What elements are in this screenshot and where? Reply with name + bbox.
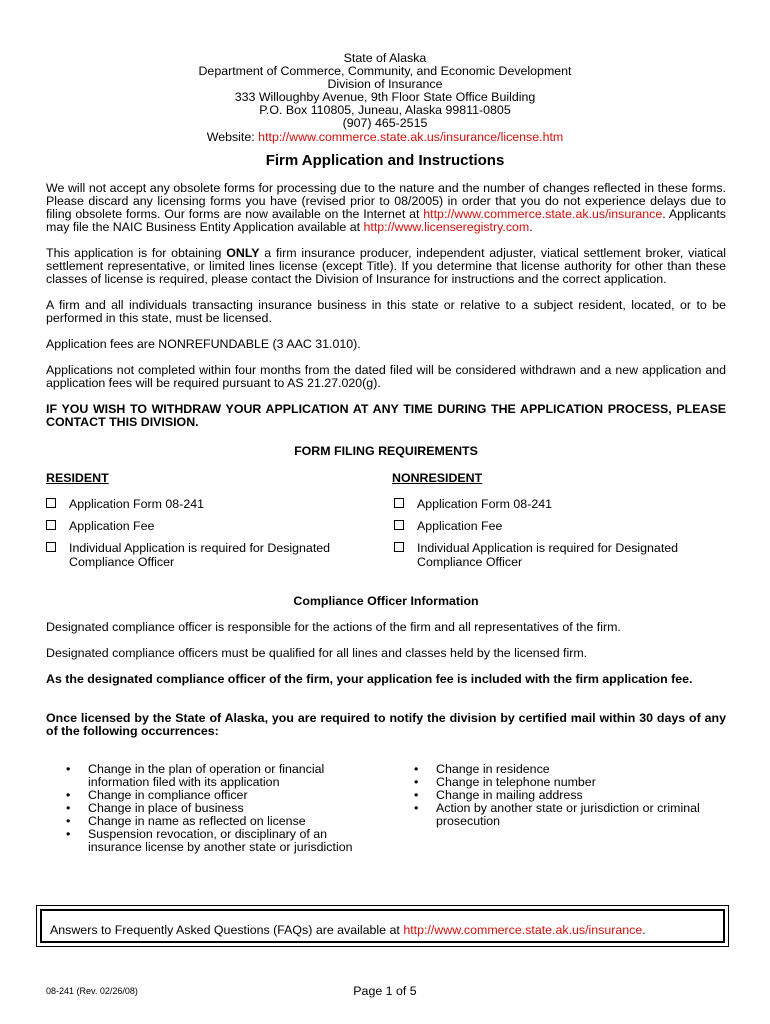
notify-list-right [412,763,712,828]
faq-end: . [642,923,646,937]
list-item: • Change in mailing address [414,788,583,802]
list-item: • Change in compliance officer [66,788,248,802]
obsolete-forms-paragraph [46,182,726,234]
faq-link[interactable]: http://www.commerce.state.ak.us/insurance [403,923,643,937]
license-scope-paragraph [46,247,726,286]
para1-text-b: . Applicants may file the NAIC Business Entity Application available at [46,207,727,235]
header-division: Division of Insurance [327,77,443,92]
nonresident-item-individual-app: Individual Application is required for Designated Compliance Officer [394,541,704,569]
checkbox[interactable] [46,520,56,530]
checkbox[interactable] [46,498,56,508]
para2-text-b: a firm insurance producer, independent adjuster, viatical settlement broker, viatical settlement representative, or limited lines license (except Title). If you determine that license authority for other than these classes of license is required, please contact the Division of Insurance for instructions and the correct application. [46,246,727,287]
faq-box [36,905,729,947]
notify-heading: Once licensed by the State of Alaska, you are required to notify the division by certified mail within 30 days of any of the following occurrences: [46,711,726,739]
page-number: Page 1 of 5 [353,984,417,998]
resident-heading: RESIDENT [46,471,109,485]
faq-box-inner [40,909,725,943]
header-phone: (907) 465-2515 [342,116,428,131]
agency-header [0,52,770,144]
checkbox[interactable] [394,520,404,530]
list-item: • Action by another state or jurisdiction or criminal prosecution [414,801,700,828]
list-item: • Change in name as reflected on license [66,814,306,828]
website-link[interactable]: http://www.commerce.state.ak.us/insurance/license.htm [258,129,564,144]
notify-list-left [64,763,364,854]
list-item: • Change in residence [414,762,550,776]
para1-text-a: We will not accept any obsolete forms for processing due to the nature and the number of changes reflected in these forms. Please discard any licensing forms you have (revised prior to 08/2005) in order that you do not experience delays due to filing obsolete forms. Our forms are now available on the Internet at [46,181,726,222]
checkbox[interactable] [46,542,56,552]
resident-item-form: Application Form 08-241 [46,497,346,511]
compliance-p2: Designated compliance officers must be qualified for all lines and classes held by the licensed firm. [46,646,588,660]
list-item: • Change in the plan of operation or financial information filed with its application [66,762,325,789]
list-item: • Suspension revocation, or disciplinary of an insurance license by another state or jurisdiction [66,827,353,854]
checkbox[interactable] [394,498,404,508]
faq-text: Answers to Frequently Asked Questions (FAQs) are available at [50,923,400,937]
licensing-requirement-paragraph: A firm and all individuals transacting insurance business in this state or relative to a subject resident, located, or to be performed in this state, must be licensed. [46,298,726,326]
fees-paragraph: Application fees are NONREFUNDABLE (3 AAC 31.010). [46,337,361,351]
header-street-address: 333 Willoughby Avenue, 9th Floor State Office Building [234,90,536,105]
compliance-p1: Designated compliance officer is responsible for the actions of the firm and all representatives of the firm. [46,620,621,634]
page-title: Firm Application and Instructions [265,152,505,169]
license-registry-link[interactable]: http://www.licenseregistry.com [363,220,530,235]
insurance-site-link[interactable]: http://www.commerce.state.ak.us/insurance [423,207,663,222]
website-label: Website: [206,129,255,144]
form-revision-id: 08-241 (Rev. 02/26/08) [46,986,138,996]
checkbox[interactable] [394,542,404,552]
resident-item-individual-app: Individual Application is required for Designated Compliance Officer [46,541,346,569]
header-department: Department of Commerce, Community, and Economic Development [198,64,572,79]
para2-only: ONLY [226,246,260,260]
header-website [0,131,770,144]
compliance-heading: Compliance Officer Information [293,594,479,608]
withdraw-notice: IF YOU WISH TO WITHDRAW YOUR APPLICATION AT ANY TIME DURING THE APPLICATION PROCESS, PLEASE CONTACT THIS DIVISION. [46,402,726,430]
header-po-box: P.O. Box 110805, Juneau, Alaska 99811-0805 [259,103,511,118]
list-item: • Change in telephone number [414,775,596,789]
compliance-p3: As the designated compliance officer of the firm, your application fee is included with the firm application fee. [46,672,693,686]
para2-text-a: This application is for obtaining [46,246,222,260]
nonresident-item-form: Application Form 08-241 [394,497,704,511]
nonresident-item-fee: Application Fee [394,519,704,533]
para1-text-c: . [529,220,533,235]
resident-item-fee: Application Fee [46,519,346,533]
header-state: State of Alaska [343,51,427,65]
list-item: • Change in place of business [66,801,244,815]
nonresident-heading: NONRESIDENT [392,471,483,485]
requirements-heading: FORM FILING REQUIREMENTS [294,444,478,458]
withdrawn-paragraph: Applications not completed within four months from the dated filed will be considered withdrawn and a new application and application fees will be required pursuant to AS 21.27.020(g). [46,363,726,391]
